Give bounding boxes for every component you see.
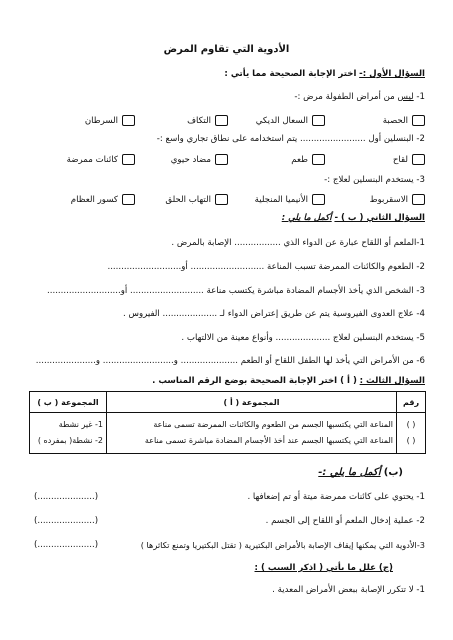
header-num: رقم: [397, 392, 426, 413]
answer-slot-2[interactable]: ( ): [406, 436, 416, 445]
q1-heading-line: [224, 69, 425, 80]
q1-item-2: [157, 134, 425, 145]
option-label: مضاد حيوي: [170, 155, 211, 165]
q1-1-option-c[interactable]: [187, 115, 228, 127]
q2-item-1: 1-الملعم أو اللقاح عبارة عن الدواء الذي ................. الإصابة بالمرض .: [171, 238, 425, 248]
matching-table: [29, 391, 426, 454]
page-title: الأدوية التي تقاوم المرض: [163, 44, 290, 55]
q3c-item-1: 1- لا تتكرر الإصابة ببعض الأمراض المعدية .: [272, 585, 425, 595]
option-label: السرطان: [84, 116, 118, 126]
q2-item-3: 3- الشخص الذي يأخذ الأجسام المضادة مباشرة يكتسب مناعة ........................... أو...........................: [47, 286, 425, 296]
q3b-blank-1[interactable]: (.....................): [34, 492, 99, 502]
q1-heading: السؤال الأول :-: [359, 69, 425, 79]
q1-item-1-text: من أمراض الطفولة مرض :-: [294, 92, 395, 102]
q2-item-6: 6- من الأمراض التي يأخذ لها الطفل اللقاح أو الطعم ..................... و.......................... و......................: [35, 356, 425, 366]
q3b-heading-line: [318, 467, 403, 478]
q1-item-1-number: 1-: [416, 92, 425, 102]
option-label: التكاف: [187, 116, 211, 126]
checkbox[interactable]: [215, 154, 228, 165]
q1-item-2-text: البنسلين أول ........................ يتم استخدامه على نطاق تجاري واسع :-: [156, 134, 414, 144]
q2-item-2: 2- الطعوم والكائنات الممرضة تسبب المناعة ........................... أو...........................: [107, 262, 425, 272]
checkbox[interactable]: [215, 194, 228, 205]
q3b-item-2: 2- عملية إدخال الملعم أو اللقاح إلى الجسم .: [265, 516, 425, 526]
checkbox[interactable]: [312, 115, 325, 126]
q1-3-option-a[interactable]: [370, 194, 425, 206]
group-a-item-2: المناعة التي يكتسبها الجسم عند أخذ الأجسام المضادة مباشرة تسمى مناعة: [144, 436, 393, 445]
q1-item-1-lead: ليس: [397, 92, 414, 102]
q2-item-4: 4- علاج العدوى الفيروسية يتم عن طريق إعتراض الدواء لـ .................... الفيروس .: [123, 309, 425, 319]
q3-heading-line: [152, 376, 425, 387]
q3-heading: السؤال الثالث :: [359, 376, 425, 386]
checkbox[interactable]: [312, 154, 325, 165]
option-label: طعم: [291, 155, 308, 165]
q3b-instruction: أكمل ما يلي :-: [318, 467, 381, 478]
option-label: التهاب الحلق: [165, 195, 211, 205]
checkbox[interactable]: [122, 154, 135, 165]
group-b-item-1: 1- غير نشطة: [58, 420, 103, 429]
q3b-blank-3[interactable]: (.....................): [34, 540, 99, 550]
q1-1-option-b[interactable]: [256, 115, 325, 127]
option-label: لقاح: [392, 155, 408, 165]
checkbox[interactable]: [412, 115, 425, 126]
group-a-item-1: المناعة التي يكتسبها الجسم من الطعوم والكائنات الممرضة تسمى مناعة: [153, 420, 393, 429]
q3b-blank-2[interactable]: (.....................): [34, 516, 99, 526]
group-b-item-2: 2- نشطة( بمفرده ): [37, 436, 103, 445]
option-label: كسور العظام: [70, 195, 118, 205]
checkbox[interactable]: [122, 194, 135, 205]
header-group-a: المجموعة ( أ ): [107, 392, 397, 413]
q1-item-3: [324, 175, 425, 186]
q1-2-option-c[interactable]: [171, 154, 228, 166]
option-label: الحصبة: [382, 116, 408, 126]
table-header-row: [30, 392, 426, 413]
checkbox[interactable]: [312, 194, 325, 205]
group-b-cells: [30, 413, 107, 454]
option-label: الاسقربوط: [369, 195, 408, 205]
checkbox[interactable]: [412, 154, 425, 165]
q1-item-1: [294, 92, 425, 103]
answer-cells[interactable]: [397, 413, 426, 454]
q1-item-3-text: يستخدم البنسلين لعلاج :-: [324, 175, 414, 185]
q3b-item-3: 3-الأدوية التي يمكنها إيقاف الإصابة بالأمراض البكتيرية ( تقتل البكتيريا وتمنع تكاثرها ): [140, 540, 425, 550]
q3b-item-1: 1- يحتوي على كائنات ممرضة ميتة أو تم إضعافها .: [247, 492, 425, 502]
q1-item-2-number: 2-: [416, 134, 425, 144]
q3-instruction: ( أ ) اختر الإجابة الصحيحة بوضع الرقم المناسب .: [152, 376, 357, 386]
q3c-heading: (ج) علل ما يأتي ( اذكر السبب ) :: [254, 563, 393, 573]
q2-item-5: 5- يستخدم البنسلين لعلاج .................... وأنواع معينة من الالتهاب .: [181, 333, 425, 343]
q1-2-option-b[interactable]: [291, 154, 325, 166]
q1-1-option-a[interactable]: [383, 115, 425, 127]
q1-instruction: اختر الإجابة الصحيحة مما يأتي :: [224, 69, 357, 79]
option-label: السعال الديكي: [255, 116, 308, 126]
q2-heading: السؤال الثاني ( ب ) -: [334, 213, 425, 223]
q1-2-option-a[interactable]: [393, 154, 425, 166]
q1-3-option-b[interactable]: [255, 194, 325, 206]
q1-1-option-d[interactable]: [85, 115, 135, 127]
header-group-b: المجموعة ( ب ): [30, 392, 107, 413]
checkbox[interactable]: [412, 194, 425, 205]
option-label: الأنيميا المنجلية: [254, 195, 308, 205]
q1-2-option-d[interactable]: [67, 154, 135, 166]
q2-instruction: أكمل ما يلي :: [281, 213, 332, 223]
checkbox[interactable]: [215, 115, 228, 126]
q1-item-3-number: 3-: [416, 175, 425, 185]
group-a-cells: [107, 413, 397, 454]
q2-heading-line: [282, 213, 425, 224]
table-row: [30, 413, 426, 454]
answer-slot-1[interactable]: ( ): [406, 420, 416, 429]
q3b-heading: (ب): [383, 467, 403, 478]
checkbox[interactable]: [122, 115, 135, 126]
q1-3-option-c[interactable]: [165, 194, 228, 206]
q1-3-option-d[interactable]: [71, 194, 135, 206]
option-label: كائنات ممرضة: [66, 155, 118, 165]
